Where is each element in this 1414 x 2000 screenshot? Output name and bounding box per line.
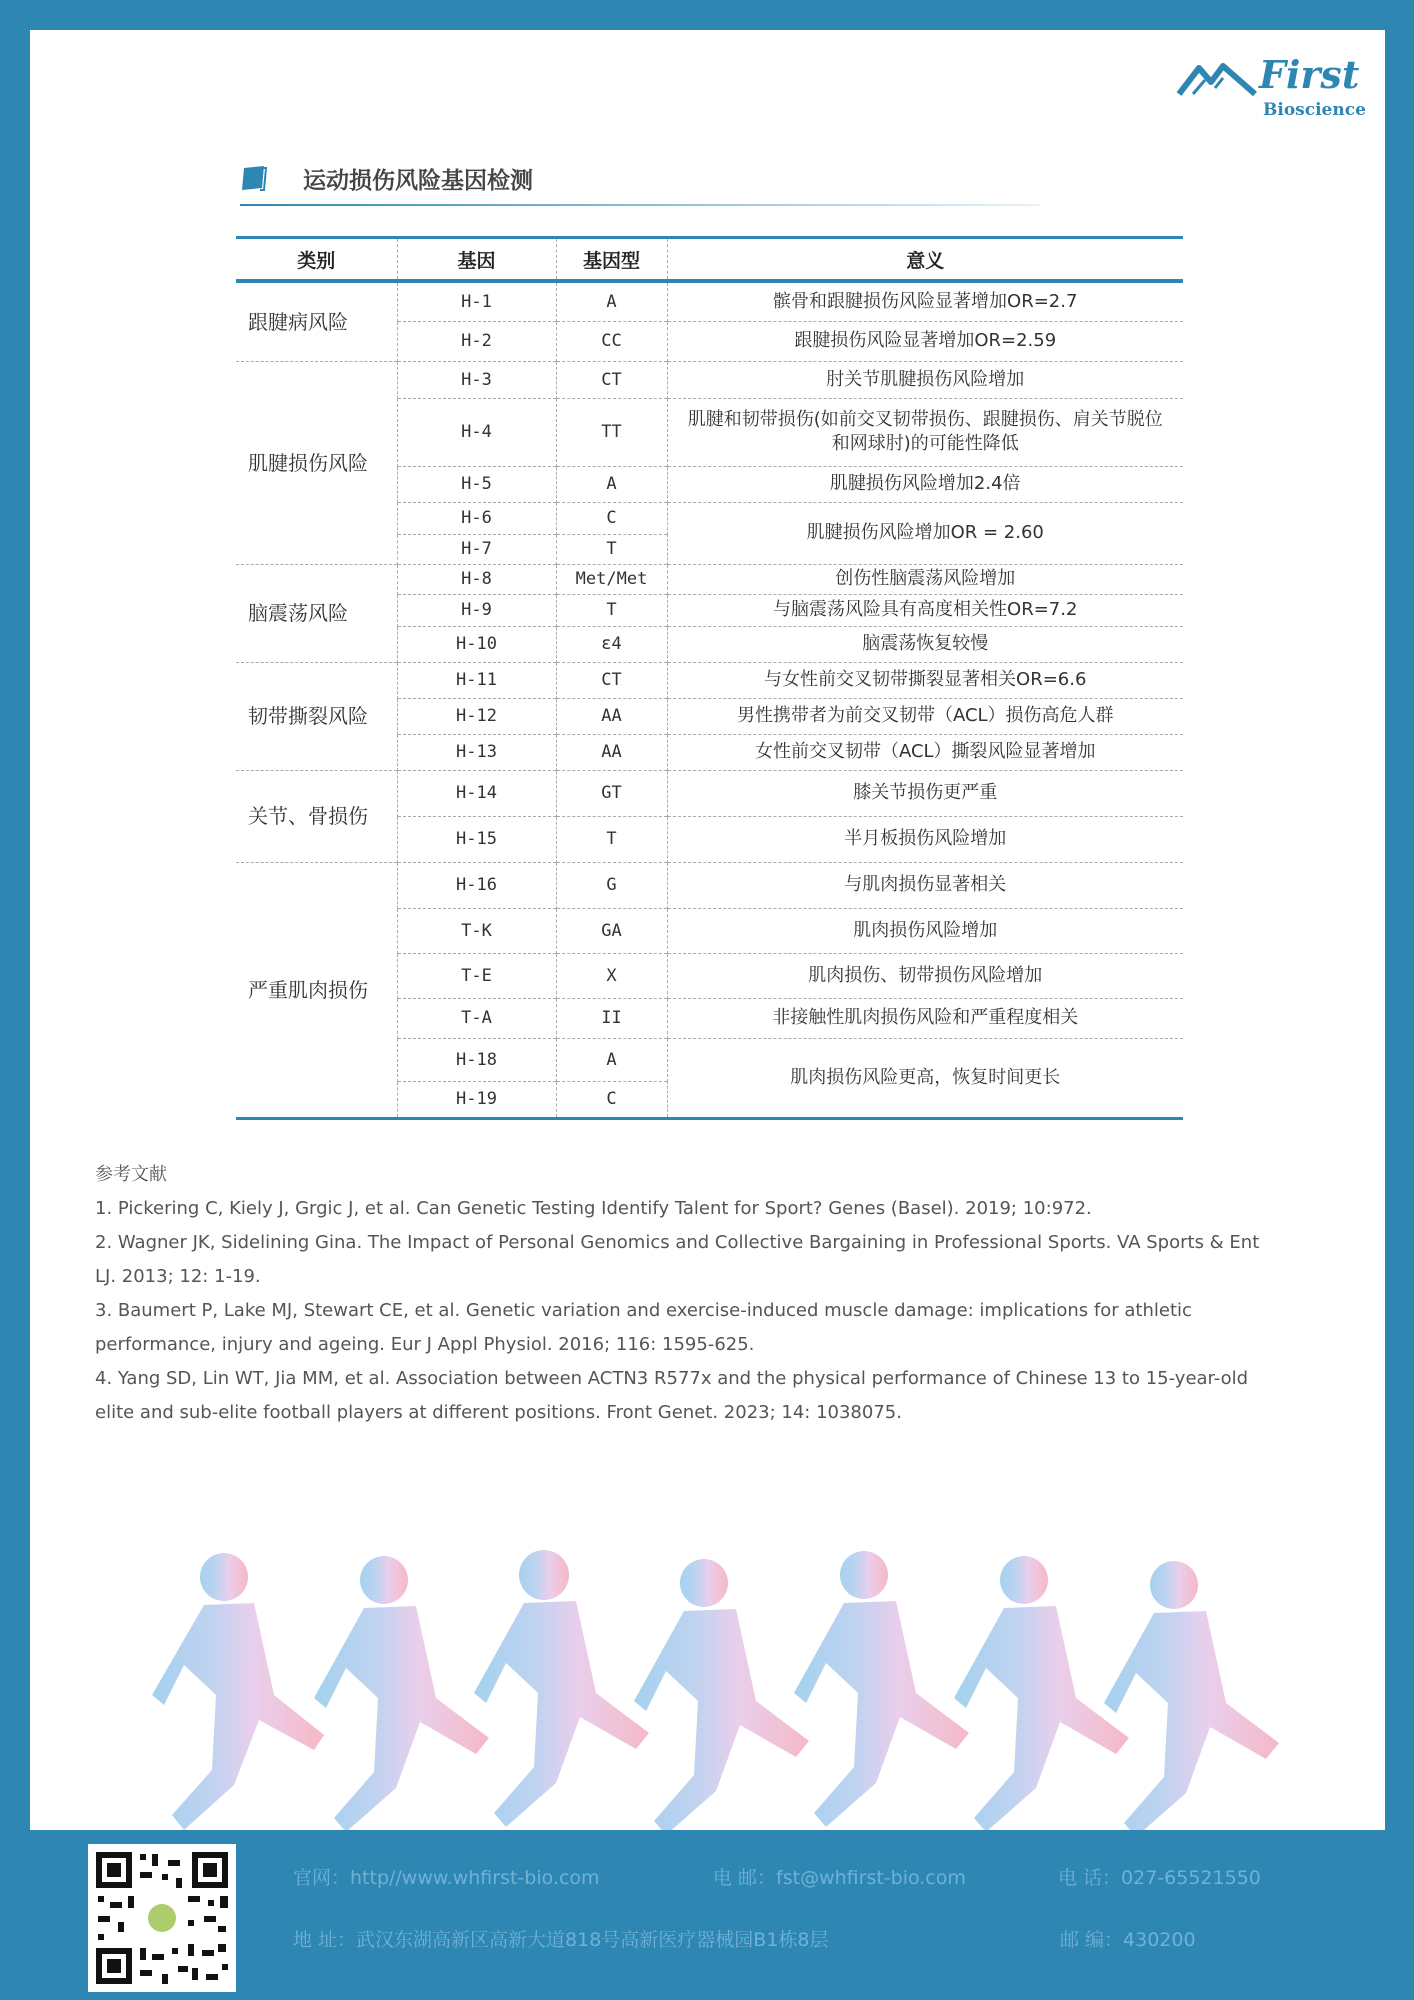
category-cell: 跟腱病风险 bbox=[248, 309, 348, 334]
gene-cell: T-A bbox=[397, 998, 556, 1038]
genotype-cell: A bbox=[556, 281, 667, 321]
table-row bbox=[236, 361, 1183, 398]
meaning-cell: 肌腱损伤风险增加2.4倍 bbox=[667, 466, 1183, 502]
gene-cell: H-2 bbox=[397, 321, 556, 361]
header-gene: 基因 bbox=[397, 238, 556, 282]
table-header-row bbox=[236, 238, 1183, 282]
references-title: 参考文献 bbox=[95, 1164, 167, 1185]
meaning-cell: 半月板损伤风险增加 bbox=[667, 816, 1183, 862]
footer-email: 电 邮：fst@whfirst-bio.com bbox=[713, 1867, 966, 1889]
logo-word: First bbox=[1259, 52, 1360, 97]
genotype-cell: GT bbox=[556, 770, 667, 816]
category-cell: 韧带撕裂风险 bbox=[236, 662, 397, 770]
gene-cell: H-14 bbox=[397, 770, 556, 816]
genotype-cell: A bbox=[556, 1038, 667, 1081]
genotype-cell: ε4 bbox=[556, 626, 667, 662]
footer-address: 地 址：武汉东湖高新区高新大道818号高新医疗器械园B1栋8层 bbox=[293, 1929, 829, 1951]
book-icon bbox=[240, 164, 268, 192]
reference-item: 1. Pickering C, Kiely J, Grgic J, et al. Can Genetic Testing Identify Talent for Sport? Genes (Basel). 2019; 10:972. bbox=[95, 1198, 1092, 1219]
genotype-cell: GA bbox=[556, 908, 667, 953]
header-meaning: 意义 bbox=[667, 238, 1183, 282]
table-row bbox=[236, 862, 1183, 908]
reference-item: 2. Wagner JK, Sidelining Gina. The Impact of Personal Genomics and Collective Bargaining in Professional Sports. VA Sports & Ent LJ. 2013; 12: 1-19. bbox=[95, 1232, 1260, 1287]
genotype-cell: CC bbox=[556, 321, 667, 361]
gene-cell: H-1 bbox=[397, 281, 556, 321]
gene-cell: H-10 bbox=[397, 626, 556, 662]
footer bbox=[0, 1830, 1414, 2000]
table-row bbox=[236, 662, 1183, 698]
genotype-cell: TT bbox=[556, 398, 667, 466]
gene-cell: H-13 bbox=[397, 734, 556, 770]
gene-cell: H-11 bbox=[397, 662, 556, 698]
runners-illustration bbox=[134, 1545, 1314, 1835]
gene-cell: H-4 bbox=[397, 398, 556, 466]
gene-cell: T-K bbox=[397, 908, 556, 953]
genotype-cell: AA bbox=[556, 734, 667, 770]
table-row bbox=[236, 281, 1183, 321]
table-row bbox=[236, 564, 1183, 594]
footer-postcode: 邮 编：430200 bbox=[1060, 1929, 1196, 1951]
category-cell: 严重肌肉损伤 bbox=[236, 862, 397, 1118]
category-cell: 肌腱损伤风险 bbox=[236, 361, 397, 564]
genotype-cell: X bbox=[556, 953, 667, 998]
page bbox=[30, 30, 1385, 1830]
footer-phone: 电 话：027-65521550 bbox=[1058, 1867, 1261, 1889]
table-row bbox=[236, 770, 1183, 816]
gene-cell: H-15 bbox=[397, 816, 556, 862]
gene-table bbox=[236, 236, 1183, 1120]
genotype-cell: C bbox=[556, 502, 667, 534]
gene-cell: H-16 bbox=[397, 862, 556, 908]
header-genotype: 基因型 bbox=[556, 238, 667, 282]
meaning-cell: 肌腱和韧带损伤(如前交叉韧带损伤、跟腱损伤、肩关节脱位和网球肘)的可能性降低 bbox=[667, 398, 1183, 466]
meaning-cell: 创伤性脑震荡风险增加 bbox=[667, 564, 1183, 594]
gene-cell: H-6 bbox=[397, 502, 556, 534]
gene-cell: H-7 bbox=[397, 534, 556, 564]
gene-cell: H-8 bbox=[397, 564, 556, 594]
category-cell: 关节、骨损伤 bbox=[236, 770, 397, 862]
mountain-logo-icon bbox=[1175, 58, 1259, 100]
meaning-cell: 与肌肉损伤显著相关 bbox=[667, 862, 1183, 908]
genotype-cell: T bbox=[556, 594, 667, 626]
footer-website: 官网：http//www.whfirst-bio.com bbox=[293, 1867, 600, 1889]
genotype-cell: A bbox=[556, 466, 667, 502]
logo-subtitle: Bioscience bbox=[1263, 100, 1366, 120]
meaning-cell: 男性携带者为前交叉韧带（ACL）损伤高危人群 bbox=[667, 698, 1183, 734]
meaning-cell: 髌骨和跟腱损伤风险显著增加OR=2.7 bbox=[667, 281, 1183, 321]
reference-item: 3. Baumert P, Lake MJ, Stewart CE, et al. Genetic variation and exercise-induced muscle damage: implications for athletic performance, injury and ageing. Eur J Appl Physiol. 2016; 116: 1595-625. bbox=[95, 1300, 1192, 1355]
genotype-cell: T bbox=[556, 816, 667, 862]
meaning-cell: 肌腱损伤风险增加OR = 2.60 bbox=[667, 502, 1183, 564]
genotype-cell: T bbox=[556, 534, 667, 564]
genotype-cell: G bbox=[556, 862, 667, 908]
header-category: 类别 bbox=[236, 238, 397, 282]
genotype-cell: C bbox=[556, 1081, 667, 1118]
meaning-cell: 肌肉损伤、韧带损伤风险增加 bbox=[667, 953, 1183, 998]
gene-cell: H-18 bbox=[397, 1038, 556, 1081]
meaning-cell: 脑震荡恢复较慢 bbox=[667, 626, 1183, 662]
gene-cell: H-5 bbox=[397, 466, 556, 502]
genotype-cell: AA bbox=[556, 698, 667, 734]
genotype-cell: CT bbox=[556, 361, 667, 398]
category-cell: 脑震荡风险 bbox=[236, 564, 397, 662]
references bbox=[95, 1158, 1285, 1430]
meaning-cell: 肌肉损伤风险增加 bbox=[667, 908, 1183, 953]
section-title-underline bbox=[240, 204, 1040, 206]
reference-item: 4. Yang SD, Lin WT, Jia MM, et al. Association between ACTN3 R577x and the physical performance of Chinese 13 to 15-year-old elite and sub-elite football players at different positions. Front Genet. 2023; 14: 1038075. bbox=[95, 1368, 1249, 1423]
section-title bbox=[240, 150, 1040, 210]
gene-cell: T-E bbox=[397, 953, 556, 998]
genotype-cell: II bbox=[556, 998, 667, 1038]
meaning-cell: 非接触性肌肉损伤风险和严重程度相关 bbox=[667, 998, 1183, 1038]
qr-code-icon bbox=[88, 1844, 236, 1992]
company-logo bbox=[1175, 50, 1365, 120]
meaning-cell: 肌肉损伤风险更高，恢复时间更长 bbox=[667, 1038, 1183, 1118]
section-title-text: 运动损伤风险基因检测 bbox=[303, 168, 533, 194]
meaning-cell: 女性前交叉韧带（ACL）撕裂风险显著增加 bbox=[667, 734, 1183, 770]
meaning-cell: 与脑震荡风险具有高度相关性OR=7.2 bbox=[667, 594, 1183, 626]
meaning-cell: 跟腱损伤风险显著增加OR=2.59 bbox=[667, 321, 1183, 361]
gene-cell: H-19 bbox=[397, 1081, 556, 1118]
gene-cell: H-12 bbox=[397, 698, 556, 734]
genotype-cell: CT bbox=[556, 662, 667, 698]
genotype-cell: Met/Met bbox=[556, 564, 667, 594]
gene-cell: H-9 bbox=[397, 594, 556, 626]
meaning-cell: 与女性前交叉韧带撕裂显著相关OR=6.6 bbox=[667, 662, 1183, 698]
meaning-cell: 膝关节损伤更严重 bbox=[667, 770, 1183, 816]
meaning-cell: 肘关节肌腱损伤风险增加 bbox=[667, 361, 1183, 398]
gene-cell: H-3 bbox=[397, 361, 556, 398]
